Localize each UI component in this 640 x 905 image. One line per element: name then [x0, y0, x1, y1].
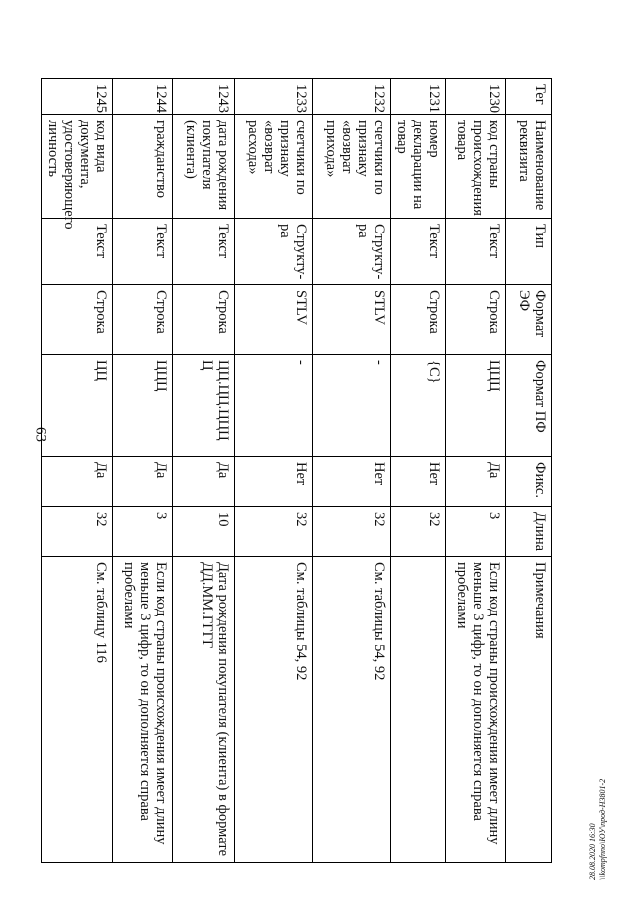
cell-format-pf: -	[235, 355, 313, 457]
cell-length: 10	[173, 507, 235, 557]
cell-notes: Дата рождения покупателя (клиента) в формате ДД.ММ.ГГГГ	[173, 557, 235, 863]
footer-stamp	[584, 778, 624, 880]
cell-format-pf: -	[313, 355, 391, 457]
cell-length: 32	[235, 507, 313, 557]
cell-tag: 1245	[42, 79, 113, 115]
cell-type: Текст	[173, 219, 235, 285]
table-row	[113, 79, 173, 863]
cell-fixed: Да	[173, 457, 235, 507]
cell-format-ef: Строка	[42, 285, 113, 355]
table-area	[45, 78, 552, 862]
cell-format-pf: {С}	[391, 355, 446, 457]
cell-format-ef: Строка	[173, 285, 235, 355]
cell-tag: 1243	[173, 79, 235, 115]
cell-type: Текст	[391, 219, 446, 285]
cell-format-pf: ЦЦ	[42, 355, 113, 457]
cell-length: 32	[391, 507, 446, 557]
cell-format-pf: ЦЦЦ	[113, 355, 173, 457]
table-row	[446, 79, 506, 863]
cell-notes: Если код страны происхождения имеет длину меньше 3 цифр, то он дополняется справа пробелами	[446, 557, 506, 863]
table-row	[173, 79, 235, 863]
header-format-ef: Формат ЭФ	[506, 285, 552, 355]
requisites-table	[41, 78, 552, 863]
page-number: 63	[32, 427, 49, 442]
cell-length: 3	[113, 507, 173, 557]
cell-format-pf: ЦЦЦ	[446, 355, 506, 457]
table-row	[42, 79, 113, 863]
table-header-row	[506, 79, 552, 863]
cell-name: код вида документа, удостоверяющего личность	[42, 115, 113, 219]
cell-fixed: Да	[113, 457, 173, 507]
cell-tag: 1230	[446, 79, 506, 115]
cell-length: 32	[313, 507, 391, 557]
cell-type: Текст	[113, 219, 173, 285]
cell-notes: См. таблицы 54, 92	[313, 557, 391, 863]
cell-name: код страны происхождения товара	[446, 115, 506, 219]
cell-name: счетчики по признаку «возврат прихода»	[313, 115, 391, 219]
cell-type: Текст	[446, 219, 506, 285]
cell-notes: См. таблицы 54, 92	[235, 557, 313, 863]
cell-name: гражданство	[113, 115, 173, 219]
header-length: Длина	[506, 507, 552, 557]
cell-name: дата рождения покупателя (клиента)	[173, 115, 235, 219]
header-tag: Тег	[506, 79, 552, 115]
cell-format-ef: Строка	[113, 285, 173, 355]
cell-format-ef: Строка	[391, 285, 446, 355]
cell-notes	[391, 557, 446, 863]
cell-name: номер декларации на товар	[391, 115, 446, 219]
cell-notes: См. таблицу 116	[42, 557, 113, 863]
cell-format-ef: STLV	[235, 285, 313, 355]
header-fixed: Фикс.	[506, 457, 552, 507]
cell-tag: 1244	[113, 79, 173, 115]
rotated-table-container	[45, 78, 552, 862]
header-format-pf: Формат ПФ	[506, 355, 552, 457]
cell-tag: 1232	[313, 79, 391, 115]
table-row	[235, 79, 313, 863]
table-row	[313, 79, 391, 863]
table-row	[391, 79, 446, 863]
cell-type: Структу-ра	[235, 219, 313, 285]
cell-fixed: Да	[42, 457, 113, 507]
cell-fixed: Да	[446, 457, 506, 507]
cell-fixed: Нет	[235, 457, 313, 507]
footer-stamp-line-1: 28.08.2020 16:30	[588, 823, 597, 880]
cell-type: Структу-ра	[313, 219, 391, 285]
cell-length: 32	[42, 507, 113, 557]
cell-format-ef: STLV	[313, 285, 391, 355]
cell-format-ef: Строка	[446, 285, 506, 355]
cell-format-pf: ЦЦ.ЦЦ.ЦЦЦЦ	[173, 355, 235, 457]
cell-notes: Если код страны происхождения имеет длину меньше 3 цифр, то он дополняется справа пробелами	[113, 557, 173, 863]
cell-tag: 1231	[391, 79, 446, 115]
cell-tag: 1233	[235, 79, 313, 115]
header-type: Тип	[506, 219, 552, 285]
header-name: Наименование реквизита	[506, 115, 552, 219]
header-notes: Примечания	[506, 557, 552, 863]
cell-fixed: Нет	[313, 457, 391, 507]
cell-type: Текст	[42, 219, 113, 285]
cell-length: 3	[446, 507, 506, 557]
cell-fixed: Нет	[391, 457, 446, 507]
cell-name: счетчики по признаку «возврат расхода»	[235, 115, 313, 219]
footer-stamp-line-2: \\kompfnno\ЮУ\прод-Н3801-2	[598, 778, 607, 880]
